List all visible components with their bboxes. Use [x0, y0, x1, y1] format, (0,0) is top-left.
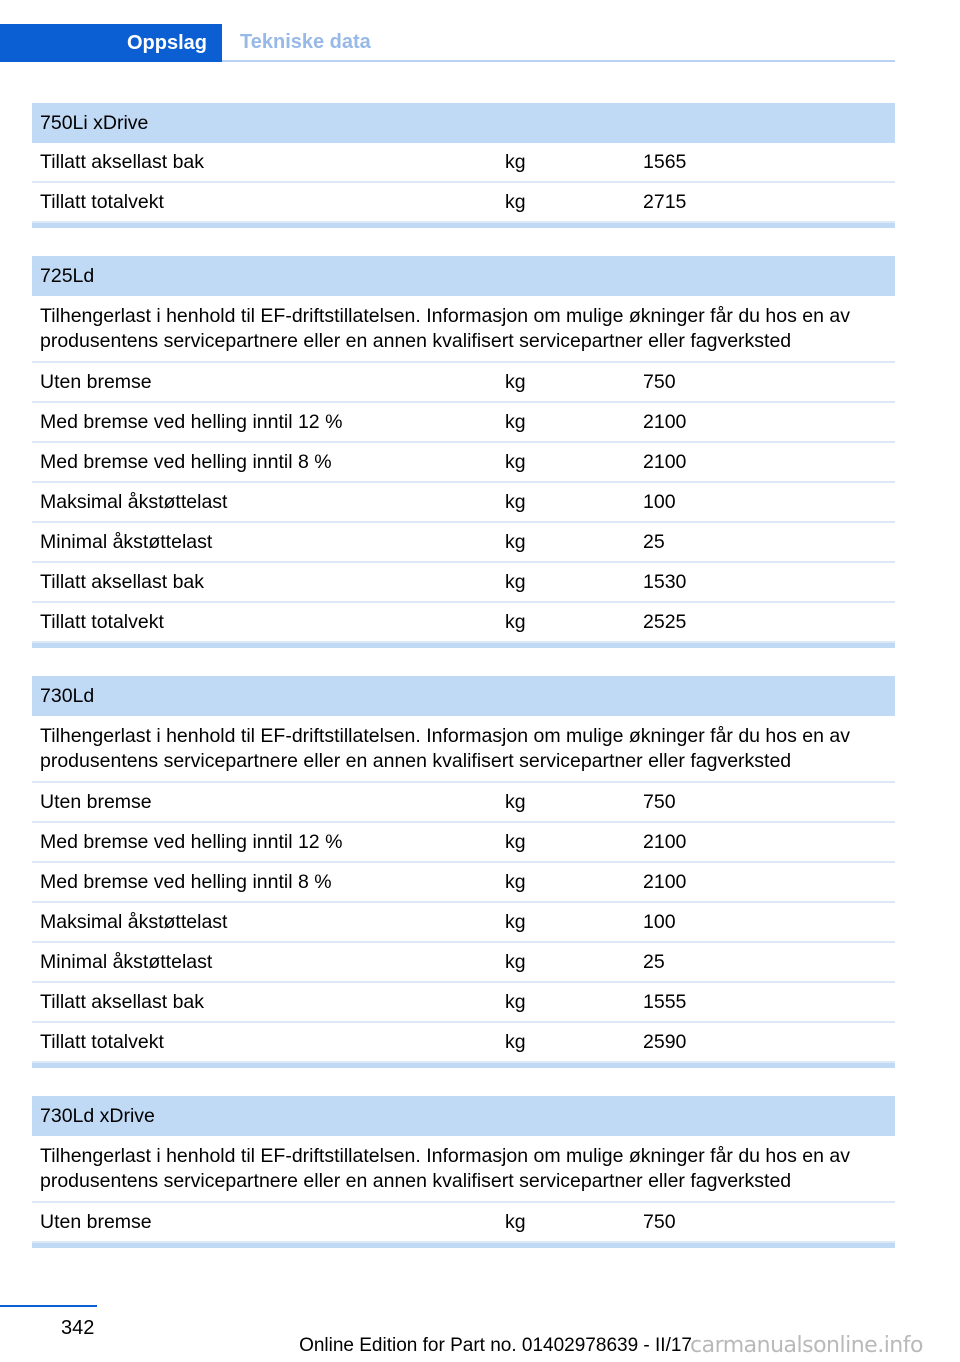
row-label: Tillatt aksellast bak	[40, 150, 205, 173]
edition-text: Online Edition for Part no. 01402978639 - II/17	[299, 1335, 692, 1356]
table-row	[32, 783, 895, 823]
row-label: Med bremse ved helling inntil 8 %	[40, 450, 332, 473]
row-unit: kg	[505, 530, 526, 553]
row-unit: kg	[505, 490, 526, 513]
row-unit: kg	[505, 370, 526, 393]
row-value: 100	[643, 910, 676, 933]
table-title: 730Ld	[32, 676, 895, 716]
row-value: 1565	[643, 150, 687, 173]
table-row	[32, 403, 895, 443]
section-tabs	[0, 24, 895, 62]
table-row	[32, 523, 895, 563]
row-label: Uten bremse	[40, 790, 152, 813]
row-value: 2590	[643, 1030, 687, 1053]
row-label: Med bremse ved helling inntil 12 %	[40, 830, 343, 853]
table-row	[32, 183, 895, 223]
table-row	[32, 443, 895, 483]
row-value: 750	[643, 790, 676, 813]
row-value: 2100	[643, 870, 687, 893]
row-label: Minimal åkstøttelast	[40, 530, 213, 553]
row-label: Minimal åkstøttelast	[40, 950, 213, 973]
table-row	[32, 1023, 895, 1063]
row-value: 25	[643, 530, 665, 553]
row-unit: kg	[505, 790, 526, 813]
row-label: Uten bremse	[40, 1210, 152, 1233]
row-unit: kg	[505, 410, 526, 433]
row-value: 2100	[643, 830, 687, 853]
row-unit: kg	[505, 570, 526, 593]
row-value: 2525	[643, 610, 687, 633]
tab-tekniske-data[interactable]: Tekniske data	[222, 24, 895, 62]
table-end-bar	[32, 1063, 895, 1068]
table-row	[32, 823, 895, 863]
row-unit: kg	[505, 990, 526, 1013]
row-label: Tillatt aksellast bak	[40, 990, 205, 1013]
row-label: Maksimal åkstøttelast	[40, 910, 228, 933]
row-unit: kg	[505, 190, 526, 213]
row-value: 2715	[643, 190, 687, 213]
table-row	[32, 1203, 895, 1243]
row-label: Med bremse ved helling inntil 8 %	[40, 870, 332, 893]
table-row	[32, 483, 895, 523]
table-note: Tilhengerlast i henhold til EF-driftstillatelsen. Informasjon om mulige økninger får du hos en av produsentens servicepartnere eller en annen kvalifisert servicepartner eller fagverksted	[32, 1136, 895, 1203]
watermark: carmanualsonline.info	[690, 1333, 923, 1358]
row-label: Tillatt totalvekt	[40, 1030, 164, 1053]
table-title: 730Ld xDrive	[32, 1096, 895, 1136]
table-end-bar	[32, 643, 895, 648]
row-unit: kg	[505, 1210, 526, 1233]
table-row	[32, 943, 895, 983]
table-row	[32, 563, 895, 603]
row-unit: kg	[505, 950, 526, 973]
row-label: Tillatt totalvekt	[40, 190, 164, 213]
row-unit: kg	[505, 910, 526, 933]
row-label: Tillatt aksellast bak	[40, 570, 205, 593]
table-end-bar	[32, 223, 895, 228]
table-row	[32, 983, 895, 1023]
row-value: 25	[643, 950, 665, 973]
row-value: 2100	[643, 410, 687, 433]
row-label: Med bremse ved helling inntil 12 %	[40, 410, 343, 433]
row-label: Tillatt totalvekt	[40, 610, 164, 633]
row-value: 750	[643, 1210, 676, 1233]
page-number: 342	[61, 1317, 95, 1339]
table-note: Tilhengerlast i henhold til EF-driftstillatelsen. Informasjon om mulige økninger får du hos en av produsentens servicepartnere eller en annen kvalifisert servicepartner eller fagverksted	[32, 296, 895, 363]
row-value: 750	[643, 370, 676, 393]
table-row	[32, 863, 895, 903]
table-row	[32, 363, 895, 403]
row-value: 100	[643, 490, 676, 513]
row-value: 1555	[643, 990, 687, 1013]
spec-table	[32, 256, 895, 648]
spec-table	[32, 103, 895, 228]
row-unit: kg	[505, 450, 526, 473]
row-value: 1530	[643, 570, 687, 593]
row-label: Uten bremse	[40, 370, 152, 393]
table-title: 750Li xDrive	[32, 103, 895, 143]
spec-tables	[32, 103, 895, 1276]
row-value: 2100	[643, 450, 687, 473]
row-unit: kg	[505, 150, 526, 173]
table-end-bar	[32, 1243, 895, 1248]
table-title: 725Ld	[32, 256, 895, 296]
tab-oppslag[interactable]: Oppslag	[0, 24, 222, 62]
spec-table	[32, 676, 895, 1068]
table-row	[32, 903, 895, 943]
row-unit: kg	[505, 1030, 526, 1053]
row-label: Maksimal åkstøttelast	[40, 490, 228, 513]
row-unit: kg	[505, 870, 526, 893]
table-note: Tilhengerlast i henhold til EF-driftstillatelsen. Informasjon om mulige økninger får du hos en av produsentens servicepartnere eller en annen kvalifisert servicepartner eller fagverksted	[32, 716, 895, 783]
row-unit: kg	[505, 610, 526, 633]
table-row	[32, 603, 895, 643]
spec-table	[32, 1096, 895, 1248]
table-row	[32, 143, 895, 183]
row-unit: kg	[505, 830, 526, 853]
footer-rule	[0, 1305, 97, 1307]
